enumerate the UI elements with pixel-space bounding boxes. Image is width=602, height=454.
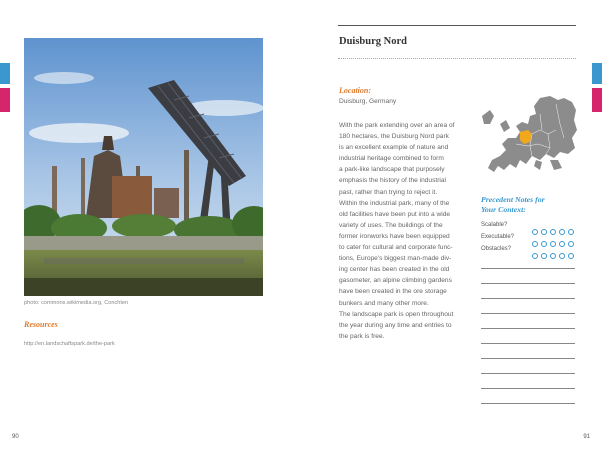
description-text bbox=[339, 120, 467, 342]
title-rule bbox=[338, 25, 576, 26]
note-line[interactable] bbox=[481, 268, 575, 269]
rating-circles bbox=[532, 246, 577, 254]
description-line: a park-like landscape that purposely bbox=[339, 166, 445, 174]
note-line[interactable] bbox=[481, 373, 575, 374]
left-pink-tab bbox=[0, 88, 10, 112]
rating-circle[interactable] bbox=[532, 253, 538, 259]
description-line: ing center has been created in the old bbox=[339, 266, 450, 274]
description-line: the park is free. bbox=[339, 332, 385, 340]
rating-circle[interactable] bbox=[568, 253, 574, 259]
europe-map bbox=[480, 94, 577, 178]
description-line: industrial heritage combined to form bbox=[339, 155, 444, 163]
question-row-executable bbox=[481, 234, 581, 244]
description-line: to cater for cultural and corporate func- bbox=[339, 244, 453, 252]
rating-circle[interactable] bbox=[541, 253, 547, 259]
note-line[interactable] bbox=[481, 388, 575, 389]
left-blue-tab bbox=[0, 63, 10, 84]
right-page-number: 91 bbox=[583, 434, 590, 440]
description-line: variety of uses. The buildings of the bbox=[339, 221, 443, 229]
question-label: Scalable? bbox=[481, 222, 508, 228]
location-value: Duisburg, Germany bbox=[339, 98, 397, 105]
note-line[interactable] bbox=[481, 313, 575, 314]
description-line: bunkers and many other more. bbox=[339, 299, 429, 307]
photo-caption: photo: commons.wikimedia.org, Conchten bbox=[24, 300, 129, 306]
description-line: former ironworks have been equipped bbox=[339, 232, 450, 240]
resources-heading: Resources bbox=[24, 320, 58, 329]
notes-heading-line: Your Context: bbox=[481, 205, 526, 214]
notes-heading-line: Precedent Notes for bbox=[481, 195, 545, 204]
description-line: old facilities have been put into a wide bbox=[339, 210, 451, 218]
note-line[interactable] bbox=[481, 328, 575, 329]
left-page-number: 90 bbox=[12, 434, 19, 440]
question-label: Executable? bbox=[481, 234, 515, 240]
description-line: emphasis the history of the industrial bbox=[339, 177, 447, 185]
description-line: is an excellent example of nature and bbox=[339, 144, 449, 152]
industrial-park-photo bbox=[24, 38, 263, 296]
rating-circles bbox=[532, 234, 577, 242]
precedent-notes-heading bbox=[481, 195, 581, 215]
rating-circle[interactable] bbox=[550, 253, 556, 259]
description-line: past, rather than trying to reject it. bbox=[339, 188, 438, 196]
description-line: 180 hectares, the Duisburg Nord park bbox=[339, 133, 449, 141]
rating-circles bbox=[532, 222, 577, 230]
page-title: Duisburg Nord bbox=[339, 36, 407, 47]
description-line: have been created in the ore storage bbox=[339, 288, 447, 296]
question-row-obstacles bbox=[481, 246, 581, 256]
description-line: The landscape park is open throughout bbox=[339, 310, 454, 318]
resources-link[interactable]: http://en.landschaftspark.de/the-park bbox=[24, 341, 115, 347]
rating-circle[interactable] bbox=[559, 253, 565, 259]
note-line[interactable] bbox=[481, 358, 575, 359]
title-divider bbox=[338, 58, 576, 59]
description-line: gasometer, an alpine climbing gardens bbox=[339, 277, 452, 285]
note-line[interactable] bbox=[481, 283, 575, 284]
note-line[interactable] bbox=[481, 298, 575, 299]
description-line: With the park extending over an area of bbox=[339, 122, 455, 129]
description-line: Within the industrial park, many of the bbox=[339, 199, 450, 207]
question-label: Obstacles? bbox=[481, 246, 512, 252]
right-blue-tab bbox=[592, 63, 602, 84]
note-line[interactable] bbox=[481, 403, 575, 404]
description-line: tions, Europe's biggest man-made div- bbox=[339, 255, 452, 263]
description-line: the year during any time and entries to bbox=[339, 321, 452, 329]
note-line[interactable] bbox=[481, 343, 575, 344]
right-pink-tab bbox=[592, 88, 602, 112]
question-row-scalable bbox=[481, 222, 581, 232]
location-label: Location: bbox=[339, 86, 371, 95]
